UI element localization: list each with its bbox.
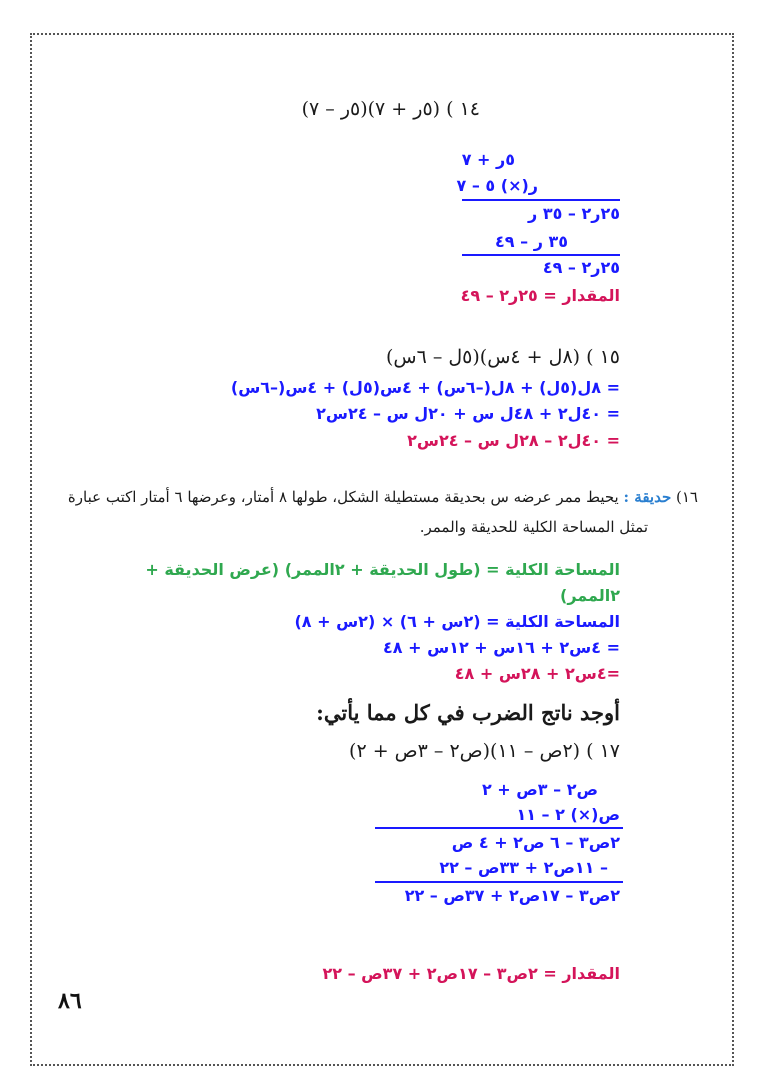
problem-14-header: ١٤ ) (٥ر + ٧)(٥ر – ٧) xyxy=(301,98,480,120)
p14-line-2: ر(×) ٥ – ٧ xyxy=(456,176,538,195)
p17-line-5: ٢ص٣ – ١٧ص٢ + ٣٧ص – ٢٢ xyxy=(404,886,620,905)
p14-result: المقدار = ٢٥ر٢ – ٤٩ xyxy=(460,286,620,305)
p14-line-5: ٢٥ر٢ – ٤٩ xyxy=(542,258,620,277)
p16-formula-line-2: ٢الممر) xyxy=(560,586,620,605)
p15-result: = ٤٠ل٢ – ٢٨ل س – ٢٤س٢ xyxy=(407,431,620,450)
p16-formula-line-1: المساحة الكلية = (طول الحديقة + ٢الممر) (عرض الحديقة + xyxy=(145,560,620,579)
p17-line-2: ص(×) ٢ – ١١ xyxy=(516,805,620,824)
page-number: ٨٦ xyxy=(58,988,82,1014)
p14-rule-2 xyxy=(462,254,620,256)
p17-rule-1 xyxy=(375,827,623,829)
p15-line-1: = ٨ل(٥ل) + ٨ل(–٦س) + ٤س(٥ل) + ٤س(–٦س) xyxy=(230,378,620,397)
p17-line-4: – ١١ص٢ + ٣٣ص – ٢٢ xyxy=(439,858,608,877)
p16-question-text: يحيط ممر عرضه س بحديقة مستطيلة الشكل، طولها ٨ أمتار، وعرضها ٦ أمتار اكتب عبارة xyxy=(67,488,619,506)
problem-17-header: ١٧ ) (٢ص – ١١)(ص٢ – ٣ص + ٢) xyxy=(349,740,620,762)
section-heading: أوجد ناتج الضرب في كل مما يأتي: xyxy=(316,700,620,725)
p17-line-3: ٢ص٣ – ٦ ص٢ + ٤ ص xyxy=(451,833,620,852)
p14-line-1: ٥ر + ٧ xyxy=(461,150,515,169)
p16-line-1: المساحة الكلية = (٢س + ٦) × (٢س + ٨) xyxy=(294,612,620,631)
p16-question-line-2: تمثل المساحة الكلية للحديقة والممر. xyxy=(419,518,648,536)
p15-line-2: = ٤٠ل٢ + ٤٨ل س + ٢٠ل س – ٢٤س٢ xyxy=(316,404,620,423)
p16-number: ١٦) xyxy=(676,488,698,506)
p14-line-3: ٢٥ر٢ – ٣٥ ر xyxy=(528,204,620,223)
p17-result: المقدار = ٢ص٣ – ١٧ص٢ + ٣٧ص – ٢٢ xyxy=(322,964,620,983)
p16-line-2: = ٤س٢ + ١٦س + ١٢س + ٤٨ xyxy=(383,638,620,657)
p16-result: =٤س٢ + ٢٨س + ٤٨ xyxy=(454,664,620,683)
p14-line-4: ٣٥ ر – ٤٩ xyxy=(495,232,568,251)
p16-tag: حديقة : xyxy=(623,488,672,506)
p17-rule-2 xyxy=(375,881,623,883)
page-border xyxy=(30,33,734,1066)
p16-question-line-1 xyxy=(68,488,698,506)
p14-rule-1 xyxy=(462,199,620,201)
problem-15-header: ١٥ ) (٨ل + ٤س)(٥ل – ٦س) xyxy=(385,346,620,368)
p17-line-1: ص٢ – ٣ص + ٢ xyxy=(481,780,598,799)
